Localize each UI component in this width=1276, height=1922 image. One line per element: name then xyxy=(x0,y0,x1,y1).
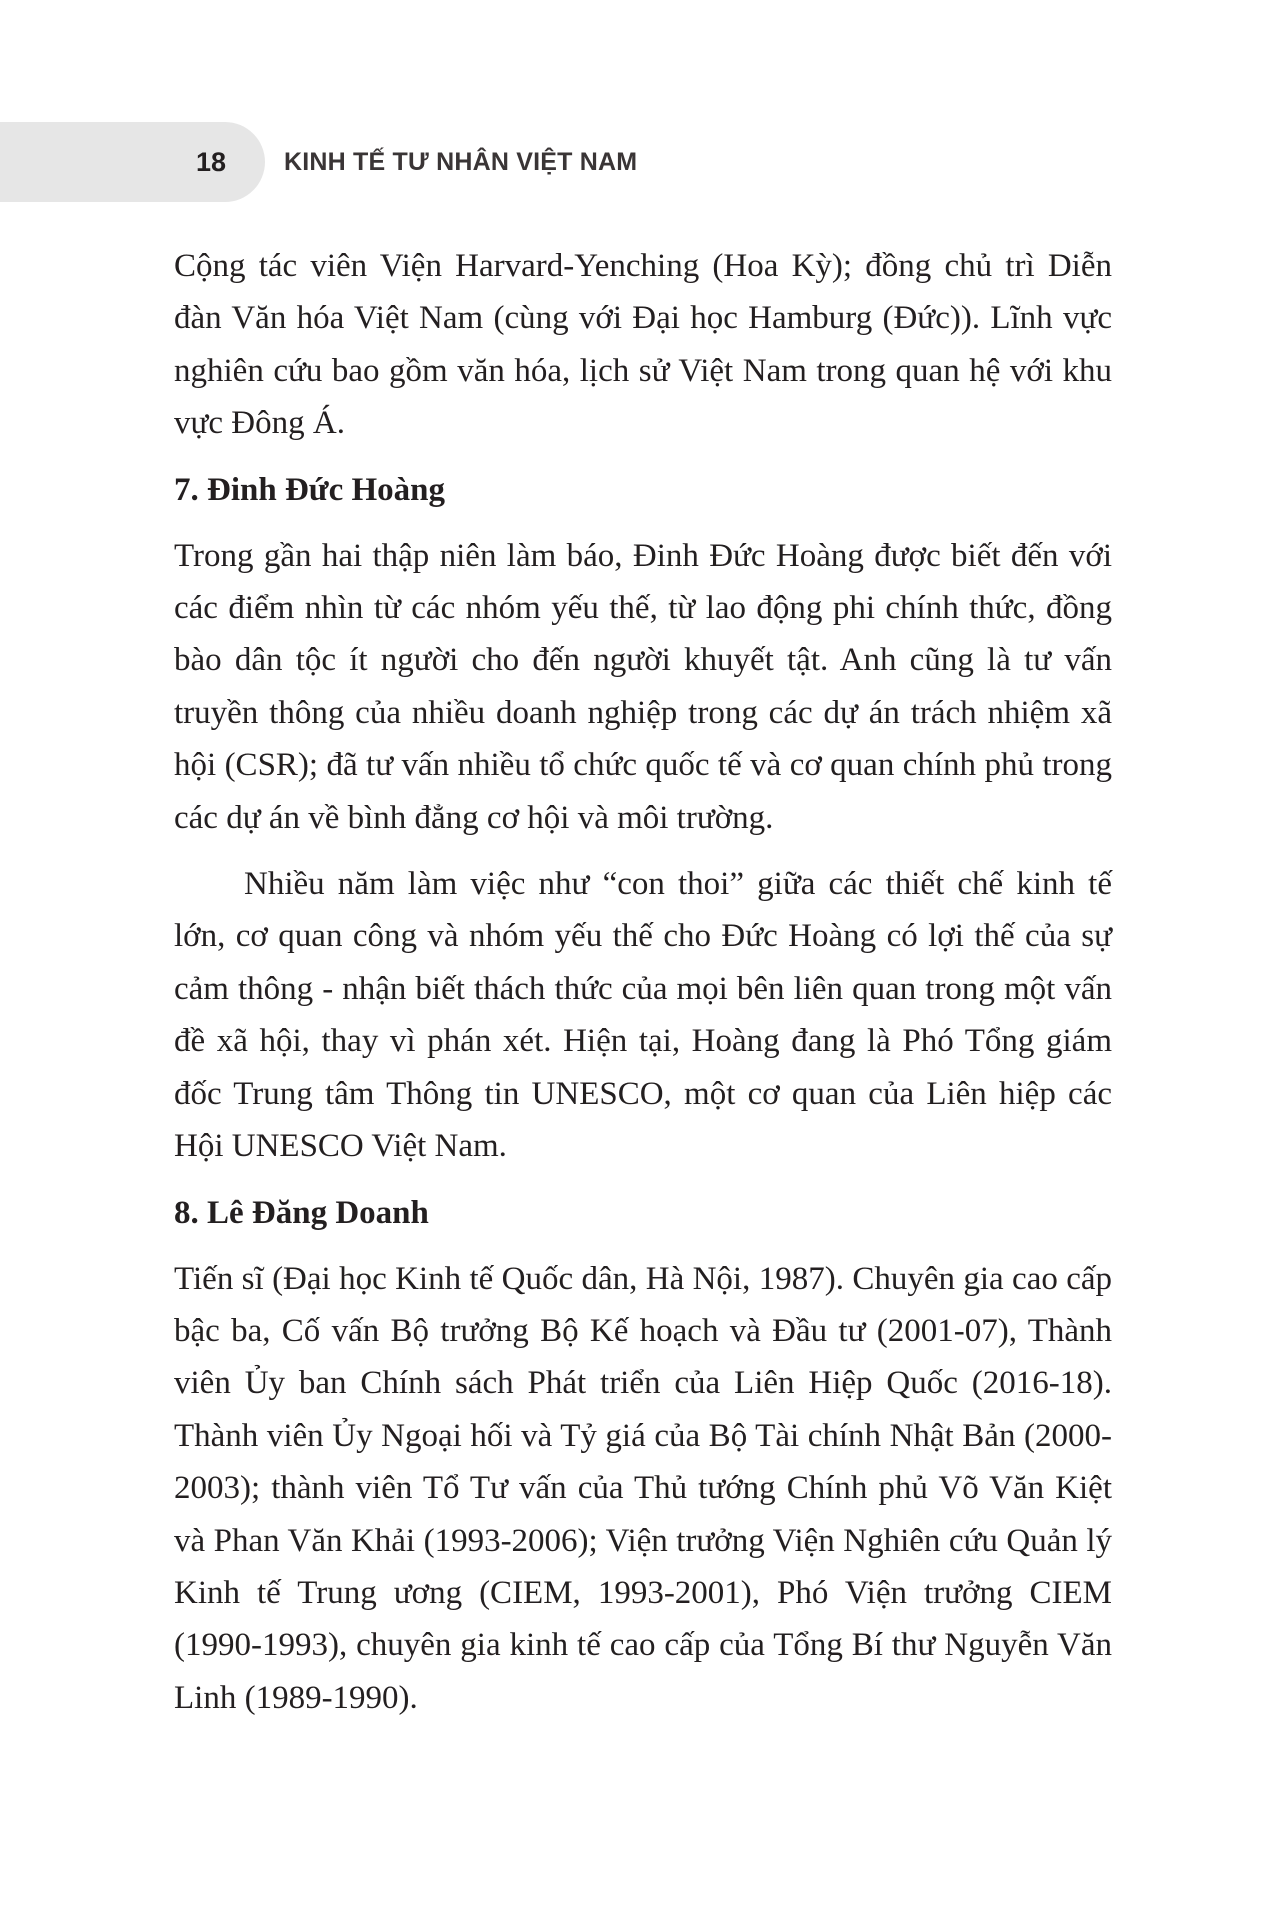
running-title: KINH TẾ TƯ NHÂN VIỆT NAM xyxy=(284,148,638,176)
section-8-heading: 8. Lê Đăng Doanh xyxy=(174,1194,429,1231)
section-7-paragraph-1: Trong gần hai thập niên làm báo, Đinh Đức Hoàng được biết đến với các điểm nhìn từ các nhóm yếu thế, từ lao động phi chính thức, đồng bào dân tộc ít người cho đến người khuyết tật. Anh cũng là tư vấn truyền thông của nhiều doanh nghiệp trong các dự án trách nhiệm xã hội (CSR); đã tư vấn nhiều tổ chức quốc tế và cơ quan chính phủ trong các dự án về bình đẳng cơ hội và môi trường. xyxy=(174,537,1112,836)
page-body xyxy=(174,240,1112,1724)
page-number: 18 xyxy=(196,147,227,177)
section-7-heading: 7. Đinh Đức Hoàng xyxy=(174,471,446,508)
intro-paragraph: Cộng tác viên Viện Harvard-Yenching (Hoa Kỳ); đồng chủ trì Diễn đàn Văn hóa Việt Nam (cùng với Đại học Hamburg (Đức)). Lĩnh vực nghiên cứu bao gồm văn hóa, lịch sử Việt Nam trong quan hệ với khu vực Đông Á. xyxy=(174,248,1112,442)
section-8-paragraph-1: Tiến sĩ (Đại học Kinh tế Quốc dân, Hà Nội, 1987). Chuyên gia cao cấp bậc ba, Cố vấn Bộ trưởng Bộ Kế hoạch và Đầu tư (2001-07), Thành viên Ủy ban Chính sách Phát triển của Liên Hiệp Quốc (2016-18). Thành viên Ủy Ngoại hối và Tỷ giá của Bộ Tài chính Nhật Bản (2000-2003); thành viên Tổ Tư vấn của Thủ tướng Chính phủ Võ Văn Kiệt và Phan Văn Khải (1993-2006); Viện trưởng Viện Nghiên cứu Quản lý Kinh tế Trung ương (CIEM, 1993-2001), Phó Viện trưởng CIEM (1990-1993), chuyên gia kinh tế cao cấp của Tổng Bí thư Nguyễn Văn Linh (1989-1990). xyxy=(174,1260,1112,1716)
section-7-paragraph-2: Nhiều năm làm việc như “con thoi” giữa các thiết chế kinh tế lớn, cơ quan công và nhóm yếu thế cho Đức Hoàng có lợi thế của sự cảm thông - nhận biết thách thức của mọi bên liên quan trong một vấn đề xã hội, thay vì phán xét. Hiện tại, Hoàng đang là Phó Tổng giám đốc Trung tâm Thông tin UNESCO, một cơ quan của Liên hiệp các Hội UNESCO Việt Nam. xyxy=(174,866,1112,1165)
